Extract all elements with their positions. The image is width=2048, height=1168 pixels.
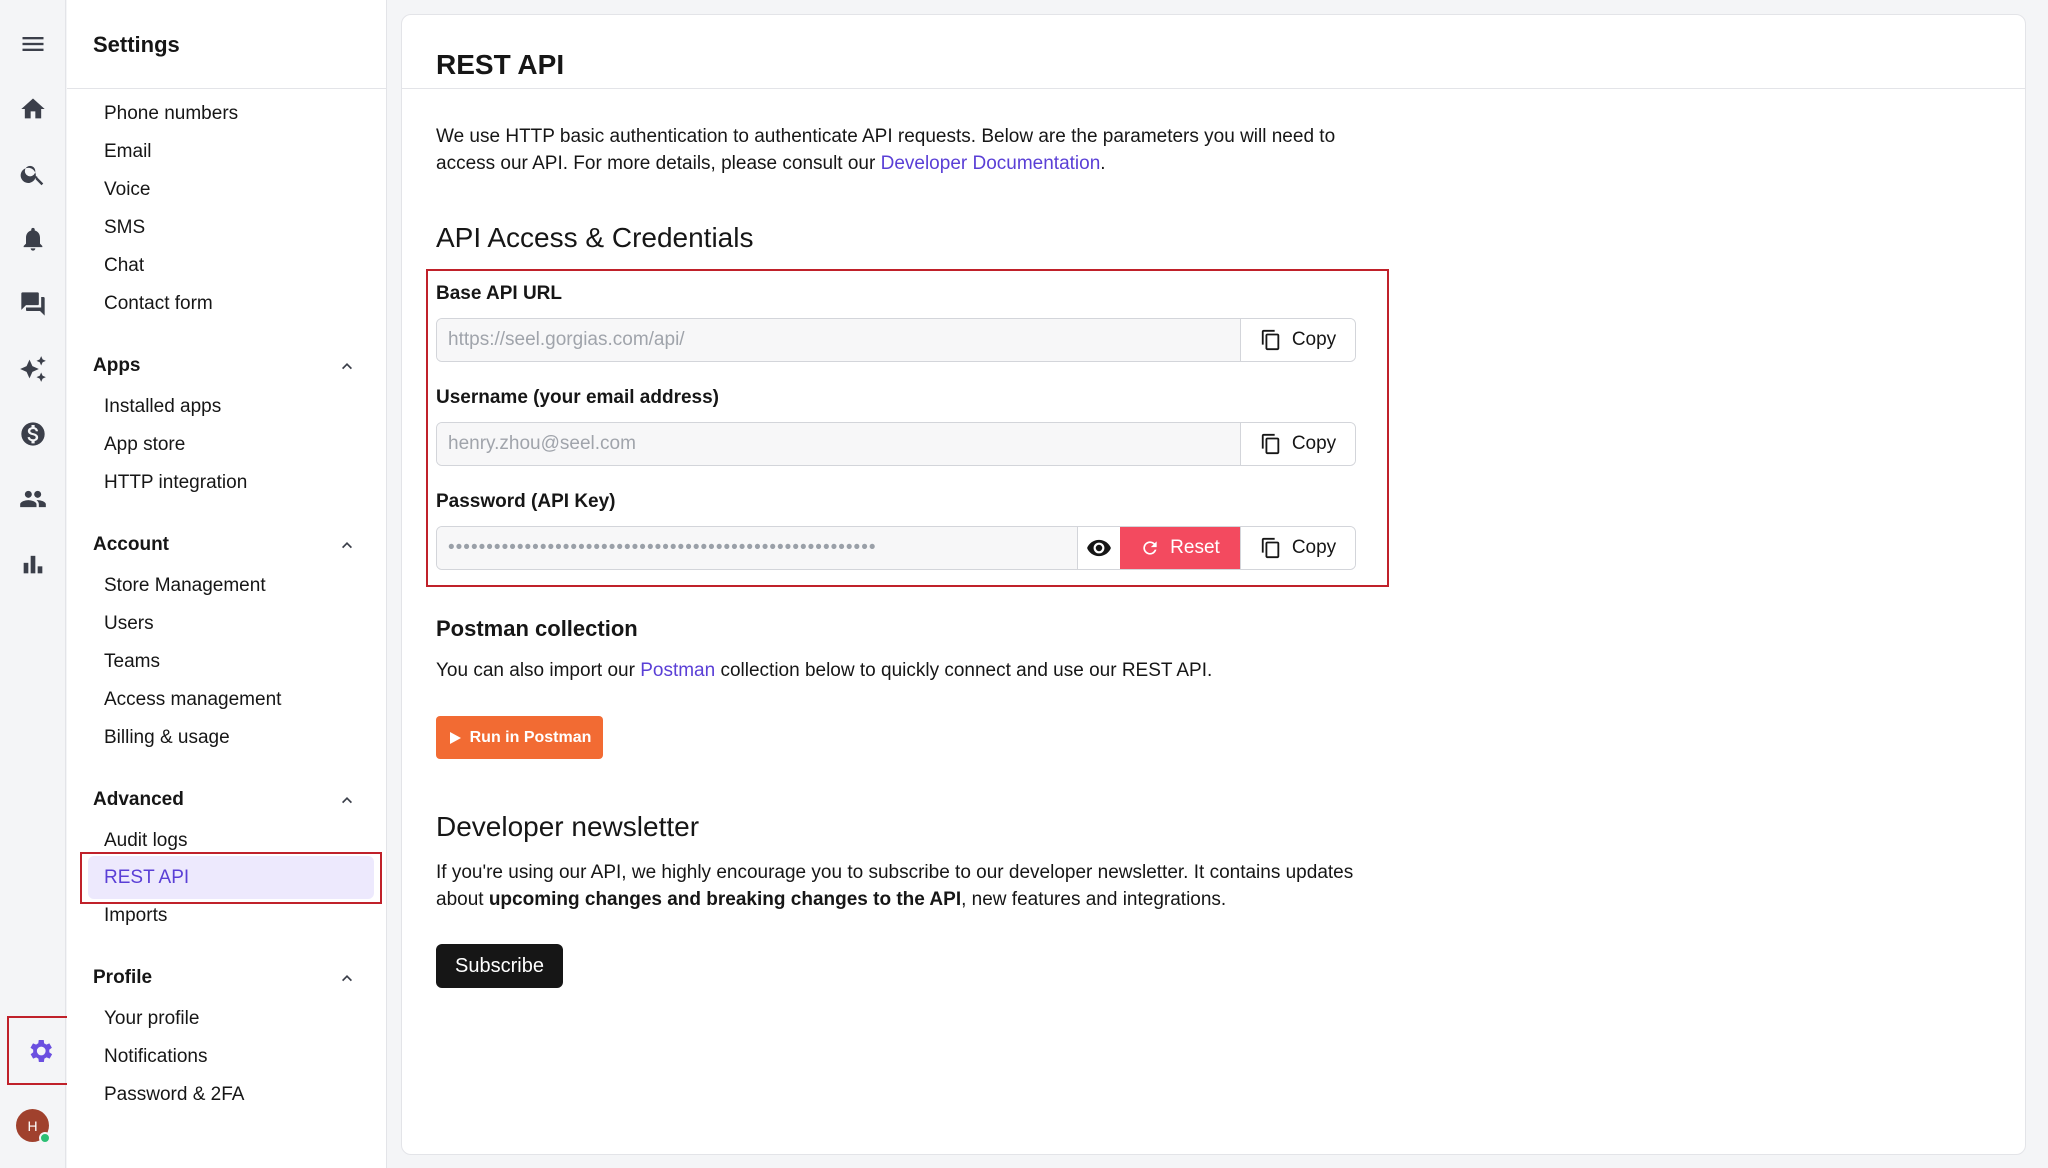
postman-text-after: collection below to quickly connect and use our REST API. (715, 660, 1213, 681)
section-account[interactable]: Account (93, 534, 169, 555)
bell-icon[interactable] (17, 223, 49, 255)
copy-icon (1260, 432, 1282, 456)
base-url-input[interactable] (437, 319, 1240, 361)
intro-text-body: We use HTTP basic authentication to authenticate API requests. Below are the parameters you will need to access our API. For more details, please consult our (436, 126, 1336, 174)
sidebar-item-app-store[interactable]: App store (104, 434, 186, 455)
sidebar-item-audit-logs[interactable]: Audit logs (104, 830, 188, 851)
header-divider (402, 88, 2025, 89)
main-panel (401, 14, 2026, 1155)
sidebar-item-password-2fa[interactable]: Password & 2FA (104, 1084, 245, 1105)
subscribe-button[interactable]: Subscribe (436, 944, 563, 988)
eye-icon (1086, 535, 1112, 561)
sidebar-item-your-profile[interactable]: Your profile (104, 1008, 200, 1029)
postman-text (436, 657, 1212, 684)
copy-icon (1260, 536, 1282, 560)
intro-text-end: . (1100, 153, 1106, 174)
section-profile[interactable]: Profile (93, 967, 153, 988)
newsletter-heading: Developer newsletter (436, 811, 700, 842)
icon-rail (0, 0, 66, 1168)
dollar-icon[interactable] (17, 418, 49, 450)
sidebar-item-phone-numbers[interactable]: Phone numbers (104, 103, 239, 124)
base-url-label: Base API URL (436, 283, 562, 304)
sidebar-item-chat[interactable]: Chat (104, 255, 145, 276)
chevron-up-icon[interactable] (339, 792, 355, 808)
intro-text (436, 123, 1386, 177)
sidebar-item-http-integration[interactable]: HTTP integration (104, 472, 248, 493)
username-input[interactable] (437, 423, 1240, 465)
sidebar-item-voice[interactable]: Voice (104, 179, 151, 200)
postman-text-before: You can also import our (436, 660, 641, 681)
settings-sidebar (67, 0, 387, 1168)
newsletter-text (436, 859, 1376, 913)
newsletter-text-bold: upcoming changes and breaking changes to the API (488, 889, 962, 910)
sidebar-item-imports[interactable]: Imports (104, 905, 168, 926)
gear-icon (25, 1036, 55, 1066)
sparkle-icon[interactable] (17, 353, 49, 385)
password-label: Password (API Key) (436, 491, 616, 512)
users-icon[interactable] (17, 483, 49, 515)
section-apps[interactable]: Apps (93, 355, 141, 376)
sidebar-item-access-management[interactable]: Access management (104, 689, 282, 710)
copy-base-url-button[interactable] (1240, 319, 1355, 361)
sidebar-item-teams[interactable]: Teams (104, 651, 160, 672)
refresh-icon (1140, 538, 1160, 558)
run-in-postman-button[interactable] (436, 716, 603, 759)
postman-link[interactable]: Postman (640, 660, 716, 681)
chevron-up-icon[interactable] (339, 358, 355, 374)
chevron-up-icon[interactable] (339, 970, 355, 986)
sidebar-item-email[interactable]: Email (104, 141, 152, 162)
run-in-postman-label: Run in Postman (469, 728, 592, 746)
developer-docs-link[interactable]: Developer Documentation (880, 153, 1101, 174)
chevron-up-icon[interactable] (339, 537, 355, 553)
bar-chart-icon[interactable] (17, 548, 49, 580)
postman-heading: Postman collection (436, 616, 638, 641)
copy-label: Copy (1291, 329, 1337, 350)
copy-icon (1260, 328, 1282, 352)
play-icon (448, 731, 462, 745)
menu-icon[interactable] (17, 28, 49, 60)
chat-icon[interactable] (17, 288, 49, 320)
sidebar-item-users[interactable]: Users (104, 613, 154, 634)
home-icon[interactable] (17, 93, 49, 125)
sidebar-item-store-management[interactable]: Store Management (104, 575, 266, 596)
sidebar-title: Settings (93, 32, 180, 57)
search-icon[interactable] (17, 158, 49, 190)
sidebar-item-notifications[interactable]: Notifications (104, 1046, 208, 1067)
avatar-initial: H (27, 1117, 38, 1134)
username-label: Username (your email address) (436, 387, 720, 408)
settings-rail-button[interactable] (7, 1016, 72, 1085)
reset-api-key-button[interactable] (1120, 527, 1240, 569)
section-advanced[interactable]: Advanced (93, 789, 184, 810)
copy-label: Copy (1291, 433, 1337, 454)
sidebar-divider (67, 88, 387, 89)
sidebar-item-sms[interactable]: SMS (104, 217, 146, 238)
password-group (436, 526, 1356, 570)
page-title: REST API (436, 49, 565, 80)
newsletter-text-before: If you're using our API, we highly encourage you to subscribe to our developer newsletter. It contains updates about (436, 862, 1354, 910)
copy-password-button[interactable] (1240, 527, 1355, 569)
show-password-button[interactable] (1077, 527, 1120, 569)
sidebar-item-installed-apps[interactable]: Installed apps (104, 396, 222, 417)
base-url-group (436, 318, 1356, 362)
reset-label: Reset (1170, 537, 1220, 558)
credentials-heading: API Access & Credentials (436, 222, 754, 253)
copy-username-button[interactable] (1240, 423, 1355, 465)
avatar[interactable] (16, 1109, 49, 1142)
online-status-dot (39, 1132, 51, 1144)
newsletter-text-after: , new features and integrations. (961, 889, 1227, 910)
sidebar-item-rest-api[interactable]: REST API (104, 867, 190, 888)
sidebar-item-billing-usage[interactable]: Billing & usage (104, 727, 230, 748)
username-group (436, 422, 1356, 466)
sidebar-item-contact-form[interactable]: Contact form (104, 293, 213, 314)
password-input[interactable] (437, 527, 1077, 569)
copy-label: Copy (1291, 537, 1337, 558)
